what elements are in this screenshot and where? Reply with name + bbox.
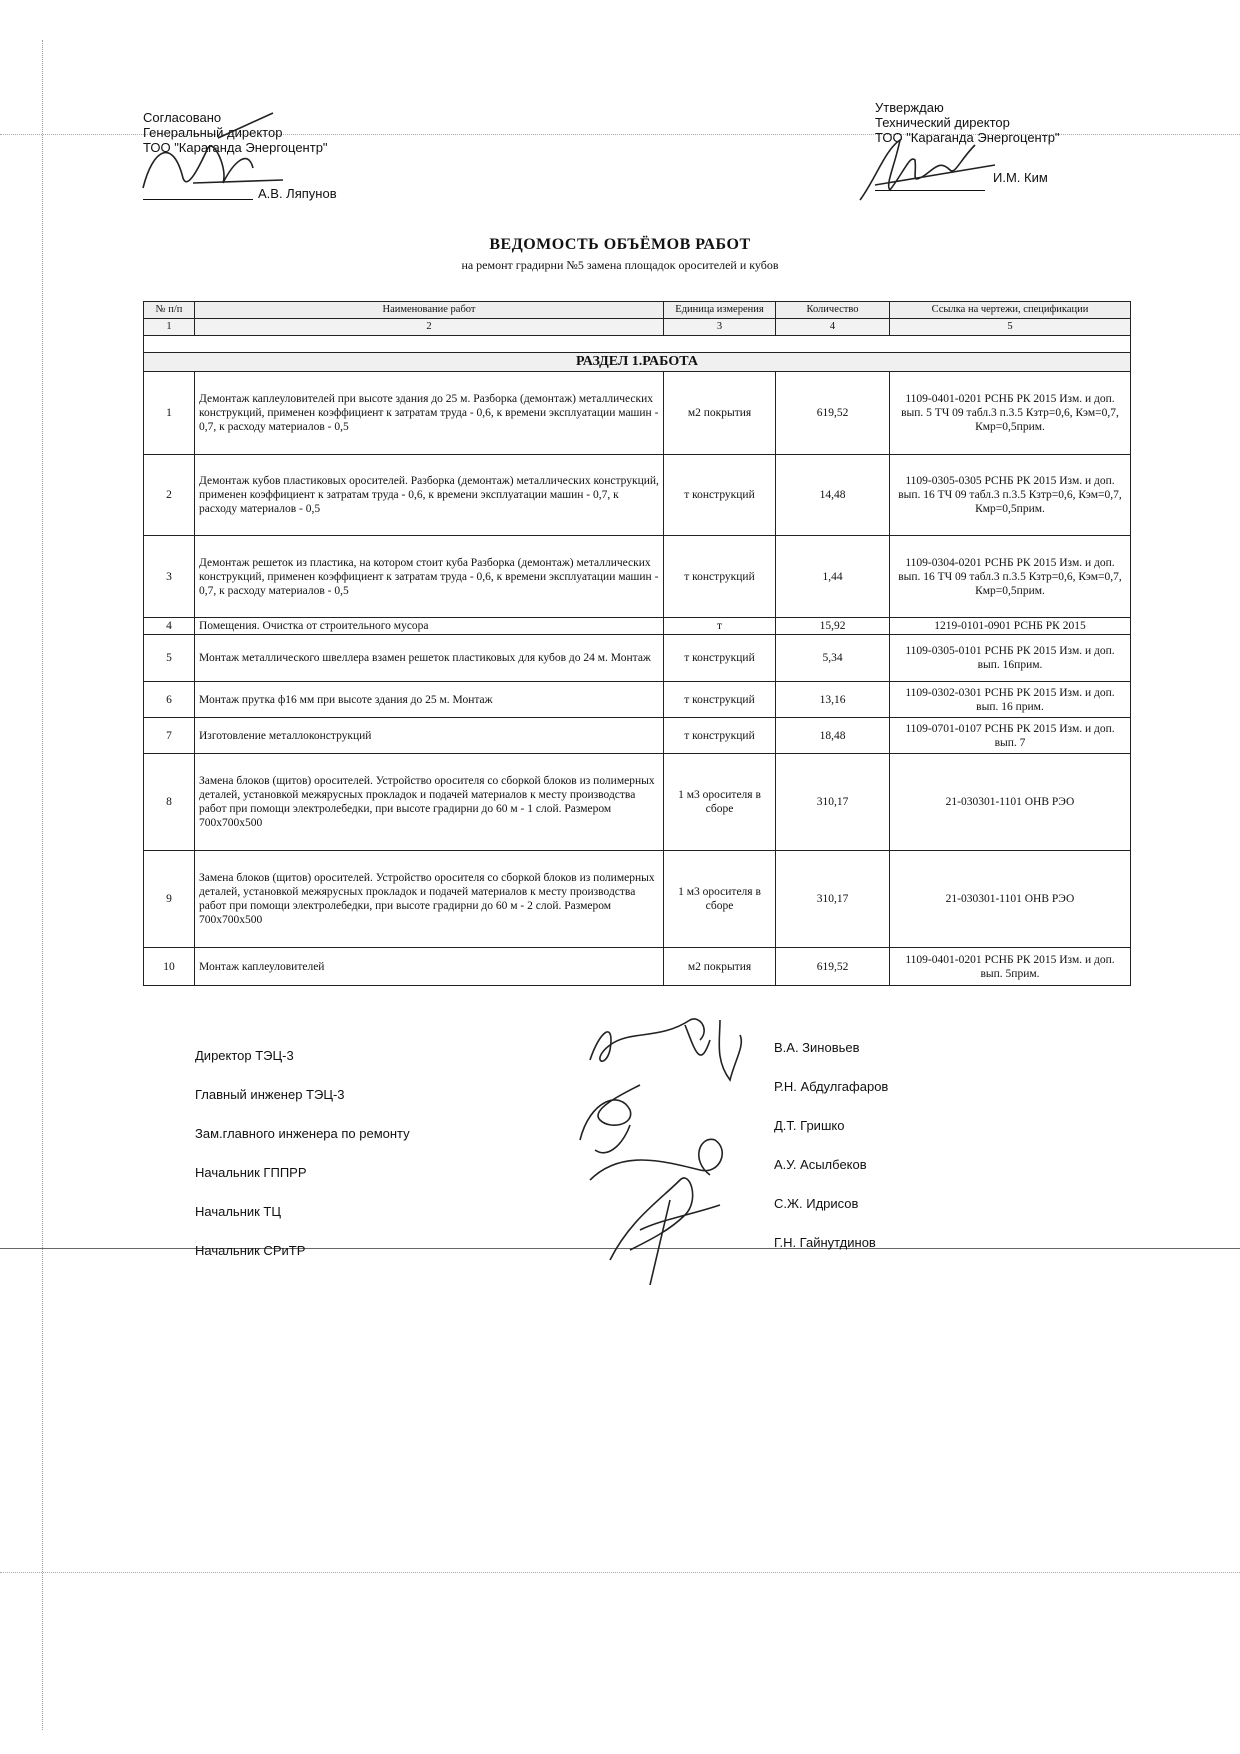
document-subtitle: на ремонт градирни №5 замена площадок оросителей и кубов [461, 258, 779, 272]
signatory-role: Зам.главного инженера по ремонту [195, 1126, 410, 1141]
signatory-name: А.У. Асылбеков [774, 1157, 867, 1172]
row-number: 6 [144, 682, 195, 718]
row-number: 5 [144, 635, 195, 682]
row-reference: 1109-0305-0305 РСНБ РК 2015 Изм. и доп. вып. 16 ТЧ 09 табл.3 п.3.5 Кзтр=0,6, Кэм=0,7, Кмр=0,5прим. [890, 455, 1131, 536]
row-number: 3 [144, 536, 195, 618]
row-number: 2 [144, 455, 195, 536]
row-quantity: 13,16 [776, 682, 890, 718]
column-number-row [144, 319, 1131, 336]
table-header-row [144, 302, 1131, 319]
row-name: Демонтаж решеток из пластика, на котором стоит куба Разборка (демонтаж) металлических конструкций, применен коэффициент к затратам труда - 0,6, к времени эксплуатации машин - 0,7, к расходу материалов - 0,5 [195, 536, 664, 618]
agreed-line: ТОО "Караганда Энергоцентр" [143, 140, 328, 155]
row-name: Монтаж металлического швеллера взамен решеток пластиковых для кубов до 24 м. Монтаж [195, 635, 664, 682]
signatures-cluster [570, 1000, 770, 1290]
row-reference: 1109-0304-0201 РСНБ РК 2015 Изм. и доп. вып. 16 ТЧ 09 табл.3 п.3.5 Кзтр=0,6, Кэм=0,7, Кмр=0,5прим. [890, 536, 1131, 618]
signatory-name: С.Ж. Идрисов [774, 1196, 859, 1211]
row-quantity: 14,48 [776, 455, 890, 536]
table-row [144, 372, 1131, 455]
row-quantity: 5,34 [776, 635, 890, 682]
row-reference: 1219-0101-0901 РСНБ РК 2015 [890, 618, 1131, 635]
agreed-line: Согласовано [143, 110, 222, 125]
row-unit: т конструкций [664, 718, 776, 754]
column-number: 5 [890, 319, 1131, 336]
row-name: Демонтаж кубов пластиковых оросителей. Разборка (демонтаж) металлических конструкций, применен коэффициент к затратам труда - 0,6, к времени эксплуатации машин - 0,7, к расходу материалов - 0,5 [195, 455, 664, 536]
row-reference: 21-030301-1101 ОНВ РЭО [890, 754, 1131, 851]
row-number: 10 [144, 948, 195, 986]
table-row [144, 851, 1131, 948]
works-table [143, 301, 1131, 986]
signatory-name: В.А. Зиновьев [774, 1040, 860, 1055]
row-unit: 1 м3 оросителя в сборе [664, 851, 776, 948]
row-name: Монтаж прутка ф16 мм при высоте здания до 25 м. Монтаж [195, 682, 664, 718]
table-row [144, 754, 1131, 851]
col-header-reference: Ссылка на чертежи, спецификации [890, 302, 1131, 319]
row-reference: 1109-0302-0301 РСНБ РК 2015 Изм. и доп. вып. 16 прим. [890, 682, 1131, 718]
signatory-role: Начальник СРиТР [195, 1243, 306, 1258]
signatory-name: Д.Т. Гришко [774, 1118, 845, 1133]
row-name: Демонтаж каплеуловителей при высоте здания до 25 м. Разборка (демонтаж) металлических конструкций, применен коэффициент к затратам труда - 0,6, к времени эксплуатации машин - 0,7, к расходу материалов - 0,5 [195, 372, 664, 455]
row-quantity: 18,48 [776, 718, 890, 754]
row-number: 1 [144, 372, 195, 455]
row-reference: 1109-0401-0201 РСНБ РК 2015 Изм. и доп. вып. 5прим. [890, 948, 1131, 986]
approved-name: И.М. Ким [993, 170, 1048, 185]
row-name: Монтаж каплеуловителей [195, 948, 664, 986]
section-row [144, 353, 1131, 372]
column-number: 4 [776, 319, 890, 336]
row-unit: 1 м3 оросителя в сборе [664, 754, 776, 851]
row-quantity: 310,17 [776, 754, 890, 851]
col-header-name: Наименование работ [195, 302, 664, 319]
approved-line: Технический директор [875, 115, 1010, 130]
document-title: ВЕДОМОСТЬ ОБЪЁМОВ РАБОТ [489, 236, 751, 253]
row-unit: т конструкций [664, 635, 776, 682]
approved-line: Утверждаю [875, 100, 944, 115]
table-row [144, 455, 1131, 536]
row-reference: 1109-0401-0201 РСНБ РК 2015 Изм. и доп. вып. 5 ТЧ 09 табл.3 п.3.5 Кзтр=0,6, Кэм=0,7, Кмр=0,5прим. [890, 372, 1131, 455]
row-quantity: 619,52 [776, 948, 890, 986]
row-unit: т конструкций [664, 455, 776, 536]
agreed-name: А.В. Ляпунов [258, 186, 337, 201]
row-number: 4 [144, 618, 195, 635]
table-row [144, 536, 1131, 618]
signature-approved [855, 130, 1005, 210]
col-header-number: № п/п [144, 302, 195, 319]
agreed-line: Генеральный директор [143, 125, 283, 140]
row-unit: т конструкций [664, 536, 776, 618]
row-quantity: 619,52 [776, 372, 890, 455]
col-header-unit: Единица измерения [664, 302, 776, 319]
row-number: 7 [144, 718, 195, 754]
signatory-role: Директор ТЭЦ-3 [195, 1048, 294, 1063]
table-row [144, 948, 1131, 986]
signatory-name: Р.Н. Абдулгафаров [774, 1079, 889, 1094]
row-name: Замена блоков (щитов) оросителей. Устройство оросителя со сборкой блоков из полимерных деталей, установкой межярусных прокладок и подачей материалов к месту производства рабoт при помощи электролебедки, при высоте градирни до 60 м - 1 слой. Размером 700х700х500 [195, 754, 664, 851]
signatory-role: Начальник ГППРР [195, 1165, 307, 1180]
column-number: 2 [195, 319, 664, 336]
signatory-role: Главный инженер ТЭЦ-3 [195, 1087, 345, 1102]
column-number: 3 [664, 319, 776, 336]
signatory-role: Начальник ТЦ [195, 1204, 281, 1219]
row-number: 8 [144, 754, 195, 851]
table-row [144, 682, 1131, 718]
scan-artifact-line [0, 1572, 1240, 1573]
table-row [144, 618, 1131, 635]
row-reference: 21-030301-1101 ОНВ РЭО [890, 851, 1131, 948]
row-unit: м2 покрытия [664, 948, 776, 986]
row-quantity: 310,17 [776, 851, 890, 948]
signature-agreed [133, 108, 293, 203]
table-row [144, 718, 1131, 754]
row-reference: 1109-0305-0101 РСНБ РК 2015 Изм. и доп. вып. 16прим. [890, 635, 1131, 682]
signatory-names [774, 1040, 888, 1274]
row-unit: т [664, 618, 776, 635]
signatory-name: Г.Н. Гайнутдинов [774, 1235, 876, 1250]
row-quantity: 15,92 [776, 618, 890, 635]
row-number: 9 [144, 851, 195, 948]
row-name: Помещения. Очистка от строительного мусора [195, 618, 664, 635]
approved-line: ТОО "Караганда Энергоцентр" [875, 130, 1060, 145]
row-reference: 1109-0701-0107 РСНБ РК 2015 Изм. и доп. вып. 7 [890, 718, 1131, 754]
scan-margin-line [42, 40, 44, 1730]
table-row [144, 635, 1131, 682]
column-number: 1 [144, 319, 195, 336]
row-unit: м2 покрытия [664, 372, 776, 455]
row-name: Замена блоков (щитов) оросителей. Устройство оросителя со сборкой блоков из полимерных деталей, установкой межярусных прокладок и подачей материалов к месту производства работ при помощи электролебедки, при высоте градирни до 60 м - 2 слой. Размером 700х700х500 [195, 851, 664, 948]
row-quantity: 1,44 [776, 536, 890, 618]
section-title: РАЗДЕЛ 1.РАБОТА [144, 353, 1131, 372]
col-header-quantity: Количество [776, 302, 890, 319]
spacer-row [144, 336, 1131, 353]
row-unit: т конструкций [664, 682, 776, 718]
row-name: Изготовление металлоконструкций [195, 718, 664, 754]
signatory-roles [195, 1048, 410, 1282]
